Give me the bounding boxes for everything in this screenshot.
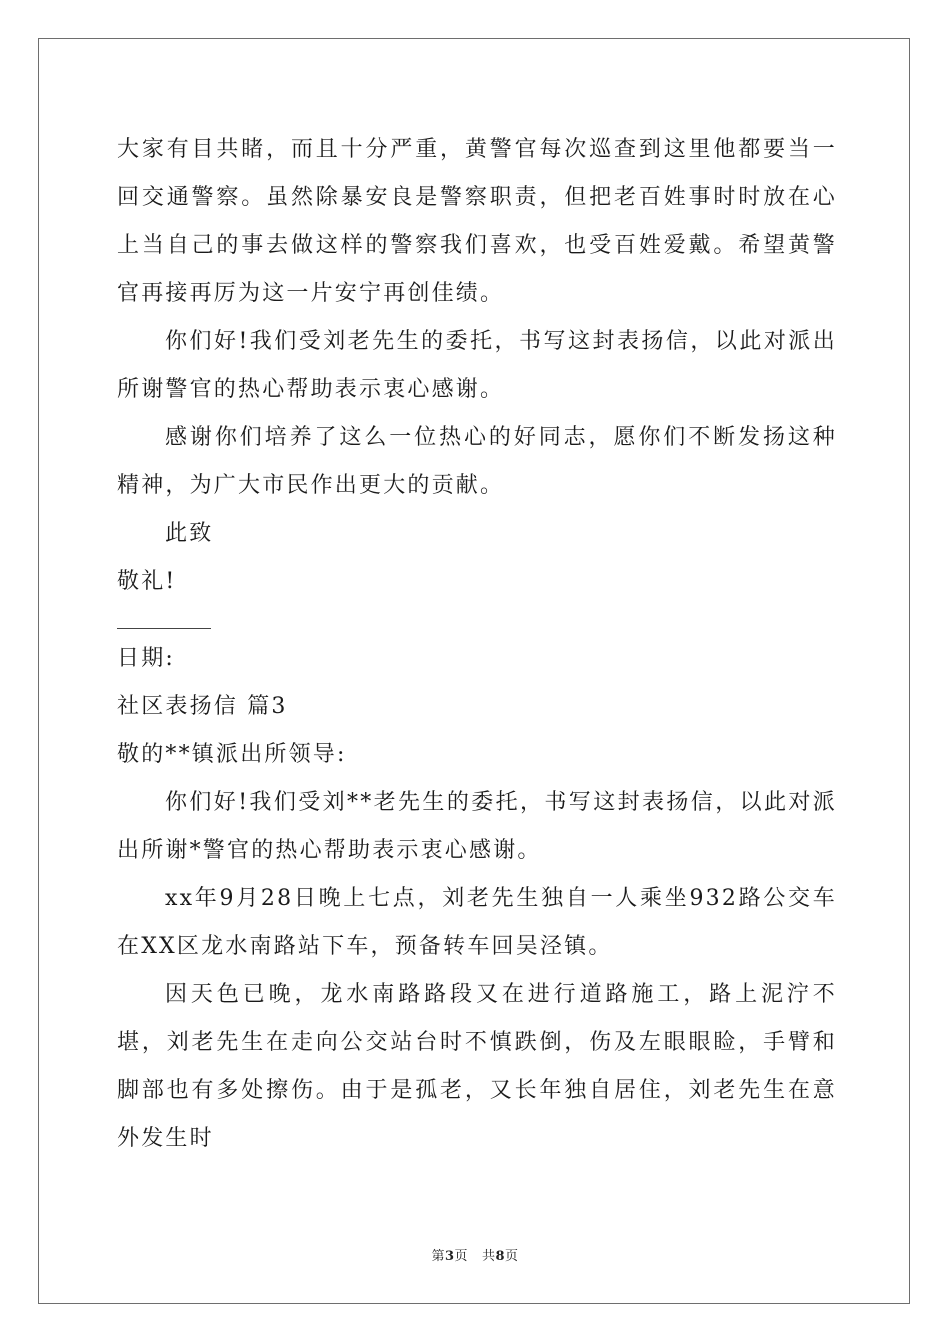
paragraph: 感谢你们培养了这么一位热心的好同志，愿你们不断发扬这种精神，为广大市民作出更大的贡献。 — [117, 425, 837, 498]
paragraph: xx年9月28日晚上七点，刘老先生独自一人乘坐932路公交车在XX区龙水南路站下车，预备转车回吴泾镇。 — [117, 886, 837, 959]
paragraph: 你们好!我们受刘老先生的委托，书写这封表扬信，以此对派出所谢警官的热心帮助表示衷心感谢。 — [117, 329, 837, 402]
paragraph: 你们好!我们受刘**老先生的委托，书写这封表扬信，以此对派出所谢*警官的热心帮助表示衷心感谢。 — [117, 790, 837, 863]
page-footer — [0, 1245, 950, 1264]
closing-salute: 敬礼! — [117, 569, 177, 594]
salutation: 敬的**镇派出所领导: — [117, 742, 347, 767]
paragraph: 因天色已晚，龙水南路路段又在进行道路施工，路上泥泞不堪，刘老先生在走向公交站台时不慎跌倒，伤及左眼眼睑，手臂和脚部也有多处擦伤。由于是孤老，又长年独自居住，刘老先生在意外发生时 — [117, 982, 837, 1151]
closing-phrase: 此致 — [165, 521, 214, 546]
total-prefix: 共 — [481, 1249, 496, 1264]
paragraph: 大家有目共睹，而且十分严重，黄警官每次巡查到这里他都要当一回交通警察。虽然除暴安良是警察职责，但把老百姓事时时放在心上当自己的事去做这样的警察我们喜欢，也受百姓爱戴。希望黄警官再接再厉为这一片安宁再创佳绩。 — [117, 137, 837, 306]
section-title: 社区表扬信 篇3 — [117, 694, 288, 719]
date-label: 日期: — [117, 646, 176, 671]
total-pages-number: 8 — [495, 1249, 506, 1264]
page-suffix: 页 — [454, 1249, 469, 1264]
signature-line — [117, 628, 211, 629]
page-prefix: 第 — [431, 1249, 445, 1264]
total-suffix: 页 — [505, 1249, 519, 1264]
document-body — [117, 126, 837, 1163]
current-page-number: 3 — [444, 1249, 455, 1264]
